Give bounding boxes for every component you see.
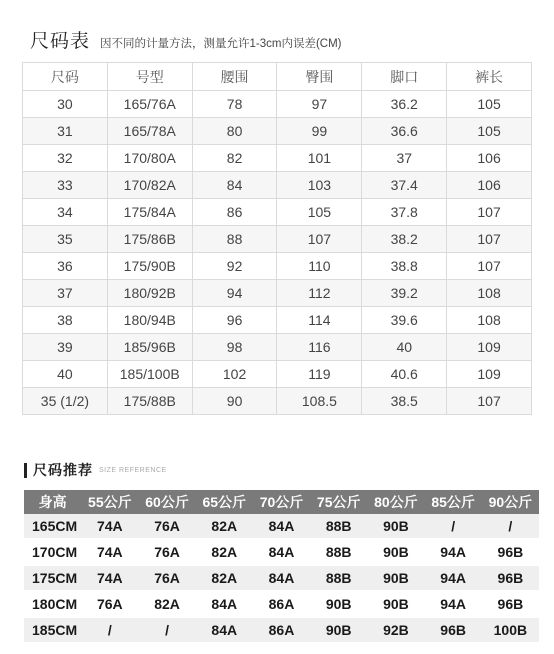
table-row (24, 591, 539, 617)
table-cell: 112 (277, 280, 362, 307)
table-cell: 96B (482, 565, 539, 591)
table-row (24, 565, 539, 591)
header-length: 裤长 (447, 63, 532, 91)
table-cell: 38.8 (362, 253, 447, 280)
header-model: 号型 (107, 63, 192, 91)
table-cell: 90B (367, 539, 424, 565)
size-recommend-table (24, 490, 539, 644)
table-cell: 84A (196, 591, 253, 617)
table-cell: 38 (23, 307, 108, 334)
recommend-header (24, 460, 167, 480)
recommend-header-cell: 70公斤 (253, 490, 310, 514)
header-hip: 臀围 (277, 63, 362, 91)
table-cell: 90 (192, 388, 277, 415)
table-cell: 185/100B (107, 361, 192, 388)
table-cell: 84A (253, 565, 310, 591)
recommend-header-cell: 90公斤 (482, 490, 539, 514)
table-cell: 97 (277, 91, 362, 118)
table-cell: 92B (367, 617, 424, 643)
table-cell: 90B (367, 591, 424, 617)
table-cell: 39 (23, 334, 108, 361)
table-row (23, 280, 532, 307)
table-cell: 88B (310, 565, 367, 591)
table-cell: 37 (23, 280, 108, 307)
table-cell: 74A (81, 539, 138, 565)
size-chart-table (22, 62, 532, 415)
table-cell: 108 (447, 307, 532, 334)
table-cell: 114 (277, 307, 362, 334)
table-cell: 82 (192, 145, 277, 172)
table-cell: 92 (192, 253, 277, 280)
table-cell: 105 (447, 91, 532, 118)
table-cell: 34 (23, 199, 108, 226)
recommend-header-cell: 85公斤 (425, 490, 482, 514)
table-cell: 106 (447, 145, 532, 172)
measurement-note: 因不同的计量方法，测量允许1-3cm内误差(CM) (100, 38, 342, 50)
table-cell: 37.4 (362, 172, 447, 199)
table-cell: 39.6 (362, 307, 447, 334)
table-cell: 88B (310, 539, 367, 565)
table-cell: 86A (253, 617, 310, 643)
table-cell: 76A (138, 565, 195, 591)
table-cell: 175/90B (107, 253, 192, 280)
table-cell: 107 (447, 253, 532, 280)
table-cell: 76A (138, 539, 195, 565)
table-row (23, 361, 532, 388)
table-row (23, 199, 532, 226)
table-cell: 84A (253, 539, 310, 565)
table-row (24, 539, 539, 565)
table-row (23, 145, 532, 172)
table-cell: 84A (253, 514, 310, 539)
table-cell: 35 (23, 226, 108, 253)
table-row (24, 514, 539, 539)
table-cell: 105 (447, 118, 532, 145)
header-waist: 腰围 (192, 63, 277, 91)
table-cell: 82A (196, 514, 253, 539)
table-cell: 96B (482, 539, 539, 565)
table-cell: 37.8 (362, 199, 447, 226)
table-cell: 180/92B (107, 280, 192, 307)
table-cell: 33 (23, 172, 108, 199)
table-cell: 108 (447, 280, 532, 307)
table-cell: 84 (192, 172, 277, 199)
table-cell: 74A (81, 565, 138, 591)
table-cell: 107 (277, 226, 362, 253)
table-cell: / (81, 617, 138, 643)
table-cell: 106 (447, 172, 532, 199)
recommend-header-cell: 55公斤 (81, 490, 138, 514)
table-cell: 82A (138, 591, 195, 617)
table-cell: 96 (192, 307, 277, 334)
table-cell: 116 (277, 334, 362, 361)
table-cell: 107 (447, 388, 532, 415)
table-cell: 103 (277, 172, 362, 199)
table-cell: 185CM (24, 617, 81, 643)
table-cell: 90B (310, 617, 367, 643)
table-cell: 40 (362, 334, 447, 361)
table-cell: 107 (447, 226, 532, 253)
table-cell: 80 (192, 118, 277, 145)
table-cell: 94A (425, 565, 482, 591)
table-cell: 96B (425, 617, 482, 643)
header-size: 尺码 (23, 63, 108, 91)
table-cell: 82A (196, 539, 253, 565)
table-cell: 37 (362, 145, 447, 172)
table-cell: 165/78A (107, 118, 192, 145)
table-row (23, 307, 532, 334)
table-cell: 108.5 (277, 388, 362, 415)
table-cell: 76A (138, 514, 195, 539)
table-row (23, 226, 532, 253)
recommend-header-cell: 75公斤 (310, 490, 367, 514)
recommend-header-cell: 65公斤 (196, 490, 253, 514)
table-row (24, 617, 539, 643)
size-chart-title: 尺码表 (30, 31, 91, 52)
recommend-header-cell: 60公斤 (138, 490, 195, 514)
table-cell: 86 (192, 199, 277, 226)
table-cell: 90B (367, 565, 424, 591)
table-cell: 39.2 (362, 280, 447, 307)
table-row (23, 118, 532, 145)
table-cell: 175/86B (107, 226, 192, 253)
table-cell: 74A (81, 514, 138, 539)
table-cell: 107 (447, 199, 532, 226)
table-cell: 98 (192, 334, 277, 361)
table-cell: / (138, 617, 195, 643)
table-cell: 86A (253, 591, 310, 617)
table-cell: 170/80A (107, 145, 192, 172)
table-cell: 30 (23, 91, 108, 118)
table-cell: 170CM (24, 539, 81, 565)
table-cell: 180/94B (107, 307, 192, 334)
table-cell: 175/88B (107, 388, 192, 415)
table-cell: 100B (482, 617, 539, 643)
table-cell: 175CM (24, 565, 81, 591)
table-cell: 94 (192, 280, 277, 307)
table-cell: 36.2 (362, 91, 447, 118)
table-cell: / (482, 514, 539, 539)
section-bar (24, 463, 27, 478)
recommend-title: 尺码推荐 (33, 462, 93, 478)
size-chart-header (30, 26, 342, 53)
table-row (23, 388, 532, 415)
table-cell: 105 (277, 199, 362, 226)
table-cell: 109 (447, 334, 532, 361)
recommend-header-row (24, 490, 539, 514)
table-cell: 38.5 (362, 388, 447, 415)
table-cell: 110 (277, 253, 362, 280)
table-cell: 101 (277, 145, 362, 172)
table-cell: 170/82A (107, 172, 192, 199)
table-row (23, 253, 532, 280)
table-cell: 38.2 (362, 226, 447, 253)
table-cell: 165CM (24, 514, 81, 539)
table-cell: 99 (277, 118, 362, 145)
table-cell: 76A (81, 591, 138, 617)
table-cell: / (425, 514, 482, 539)
header-leg-opening: 脚口 (362, 63, 447, 91)
table-cell: 109 (447, 361, 532, 388)
table-row (23, 334, 532, 361)
recommend-header-cell: 80公斤 (367, 490, 424, 514)
table-cell: 35 (1/2) (23, 388, 108, 415)
table-cell: 78 (192, 91, 277, 118)
table-cell: 119 (277, 361, 362, 388)
table-cell: 185/96B (107, 334, 192, 361)
table-cell: 32 (23, 145, 108, 172)
table-row (23, 91, 532, 118)
table-cell: 88B (310, 514, 367, 539)
recommend-header-cell: 身高 (24, 490, 81, 514)
table-cell: 175/84A (107, 199, 192, 226)
table-cell: 40 (23, 361, 108, 388)
table-cell: 90B (367, 514, 424, 539)
recommend-subtitle: SIZE REFERENCE (99, 466, 167, 474)
size-chart-header-row (23, 63, 532, 91)
table-cell: 36.6 (362, 118, 447, 145)
table-cell: 36 (23, 253, 108, 280)
table-cell: 96B (482, 591, 539, 617)
table-cell: 94A (425, 539, 482, 565)
table-cell: 82A (196, 565, 253, 591)
table-cell: 88 (192, 226, 277, 253)
table-cell: 40.6 (362, 361, 447, 388)
table-cell: 94A (425, 591, 482, 617)
table-row (23, 172, 532, 199)
table-cell: 84A (196, 617, 253, 643)
table-cell: 180CM (24, 591, 81, 617)
table-cell: 90B (310, 591, 367, 617)
table-cell: 165/76A (107, 91, 192, 118)
table-cell: 31 (23, 118, 108, 145)
table-cell: 102 (192, 361, 277, 388)
